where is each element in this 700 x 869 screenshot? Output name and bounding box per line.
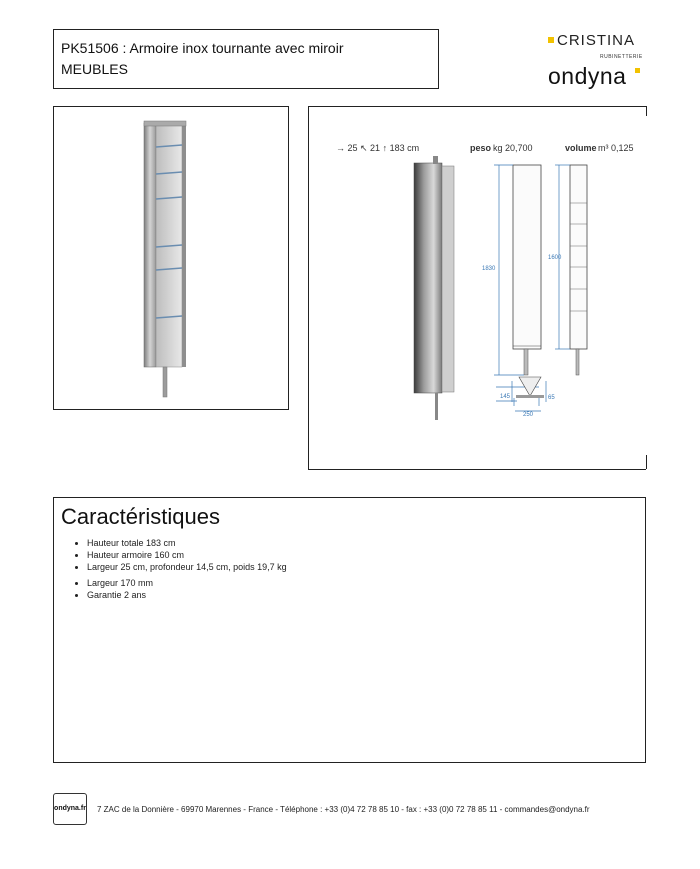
panel-edge-tick	[646, 106, 647, 116]
list-item: • Garantie 2 ans	[87, 589, 153, 601]
panel-edge-tick	[646, 455, 647, 469]
cristina-logo-name: CRISTINA	[557, 32, 636, 49]
features-list-2	[74, 577, 153, 601]
dim-145-label: 145	[500, 394, 511, 400]
closed-cabinet-and-dimension-drawing	[309, 106, 645, 468]
cristina-logo-subtitle: RUBINETTERIE	[600, 54, 643, 60]
ondyna-logo-name: ondyna	[548, 63, 627, 89]
specs-line	[336, 143, 646, 157]
peso-value: kg 20,700	[493, 143, 533, 153]
product-title-box	[53, 29, 439, 89]
list-item: • Largeur 25 cm, profondeur 14,5 cm, poids 19,7 kg	[87, 561, 287, 573]
product-category: MEUBLES	[61, 61, 128, 77]
footer-address: 7 ZAC de la Donnière - 69970 Marennes - France - Téléphone : +33 (0)4 72 78 85 10 - fax : +33 (0)0 72 78 85 11 - commandes@ondyna.fr	[97, 805, 590, 814]
footer-ondyna-logo: ondyna.fr	[53, 793, 87, 825]
features-title: Caractéristiques	[61, 504, 220, 529]
list-item: • Largeur 170 mm	[87, 577, 153, 589]
dim-cabinet-height-label: 1600	[548, 255, 562, 261]
open-cabinet-illustration	[54, 107, 288, 409]
list-item: • Hauteur totale 183 cm	[87, 537, 287, 549]
peso-label: peso	[470, 143, 492, 153]
ondyna-logo	[548, 63, 648, 91]
dimensions-text: → 25 ↖ 21 ↑ 183 cm	[336, 143, 420, 153]
dim-65-label: 65	[548, 395, 555, 401]
dim-250-label: 250	[523, 412, 534, 418]
list-item: • Hauteur armoire 160 cm	[87, 549, 287, 561]
ondyna-accent-square	[635, 68, 640, 73]
product-photo-open	[53, 106, 289, 410]
features-section	[53, 497, 646, 763]
volume-value: m³ 0,125	[598, 143, 634, 153]
technical-drawing-panel	[308, 106, 646, 470]
cristina-logo	[548, 34, 648, 64]
panel-top-border	[309, 106, 647, 107]
dim-total-height-label: 1830	[482, 266, 496, 272]
product-title: PK51506 : Armoire inox tournante avec miroir	[61, 40, 344, 56]
features-list-1	[74, 537, 287, 573]
cristina-accent-square	[548, 37, 554, 43]
volume-label: volume	[565, 143, 597, 153]
